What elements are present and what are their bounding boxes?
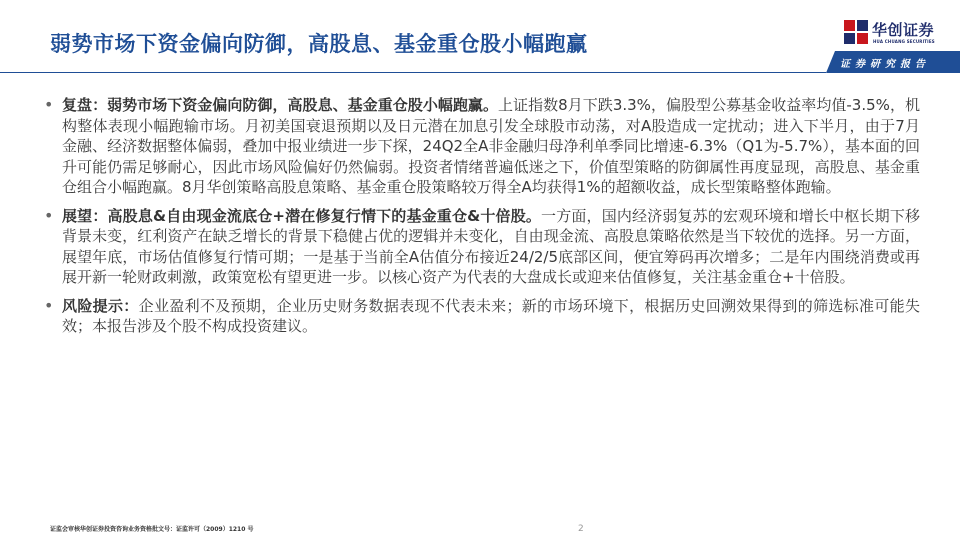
bullet-dot-icon: • — [44, 205, 54, 225]
logo-text-en: HUA CHUANG SECURITIES — [873, 39, 935, 44]
logo-text-cn: 华创证券 — [872, 21, 935, 39]
bullet-lead: 展望：高股息&自由现金流底仓+潜在修复行情下的基金重仓&十倍股。 — [62, 206, 542, 225]
bullet-lead: 风险提示： — [62, 296, 139, 315]
company-logo — [844, 18, 944, 48]
bullet-body: 企业盈利不及预期，企业历史财务数据表现不代表未来；新的市场环境下，根据历史回溯效果得到的筛选标准可能失效；本报告涉及个股不构成投资建议。 — [62, 296, 920, 335]
report-tag: 证券研究报告 — [840, 59, 930, 70]
header-divider — [0, 72, 826, 73]
slide-header — [0, 0, 960, 75]
license-note: 证监会审核华创证券投资咨询业务资格批文号：证监许可（2009）1210 号 — [50, 526, 254, 533]
bullet-body: 上证指数8月下跌3.3%，偏股型公募基金收益率均值-3.5%，机构整体表现小幅跑输市场。月初美国衰退预期以及日元潜在加息引发全球股市动荡，对A股造成一定扰动；进入下半月，由于7月金融、经济数据整体偏弱，叠加中报业绩进一步下探，24Q2全A非金融归母净利单季同比增速-6.3%（Q1为-5.7%），基本面的回升可能仍需足够耐心，因此市场风险偏好仍然偏弱。投资者情绪普遍低迷之下，价值型策略的防御属性再度显现，高股息、基金重仓组合小幅跑赢。8月华创策略高股息策略、基金重仓股策略较万得全A均获得1%的超额收益，成长型策略整体跑输。 — [62, 96, 920, 196]
page-title: 弱势市场下资金偏向防御，高股息、基金重仓股小幅跑赢 — [50, 32, 588, 56]
bullet-risk — [44, 296, 920, 337]
page-number: 2 — [578, 524, 584, 534]
bullet-lead: 复盘：弱势市场下资金偏向防御，高股息、基金重仓股小幅跑赢。 — [62, 96, 498, 114]
bullet-text — [62, 95, 920, 198]
bullet-text — [62, 206, 920, 288]
bullet-outlook — [44, 206, 920, 288]
bullet-dot-icon: • — [44, 295, 54, 315]
logo-mark-icon — [844, 20, 868, 44]
bullet-body: 一方面，国内经济弱复苏的宏观环境和增长中枢长期下移背景未变，红利资产在缺乏增长的背景下稳健占优的逻辑并未变化，自由现金流、高股息策略依然是当下较优的选择。另一方面，展望年底，市场估值修复行情可期；一是基于当前全A估值分布接近24/2/5底部区间，便宜筹码再次增多；二是年内围绕消费或再展开新一轮财政刺激，政策宽松有望更进一步。以核心资产为代表的大盘成长或迎来估值修复，关注基金重仓+十倍股。 — [62, 206, 920, 286]
bullet-text — [62, 296, 920, 337]
bullet-list — [44, 95, 920, 345]
bullet-dot-icon: • — [44, 95, 54, 114]
bullet-review — [44, 95, 920, 198]
